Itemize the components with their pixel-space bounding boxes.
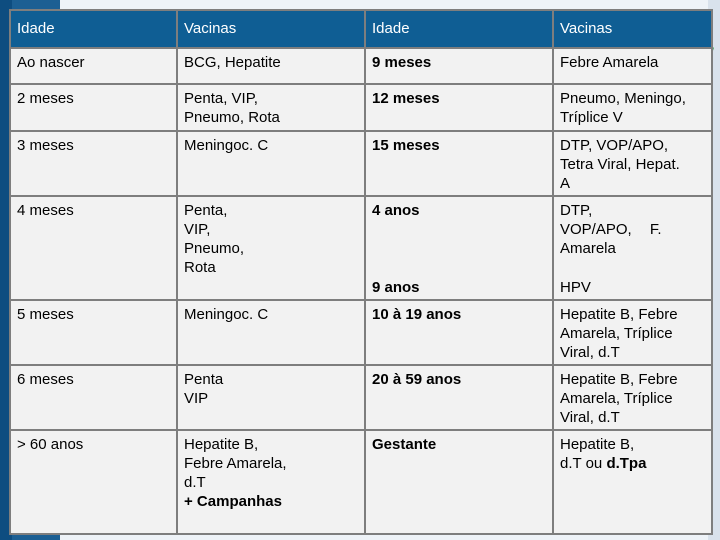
cell-idade-2: 12 meses [365,84,553,131]
table-row [10,48,712,84]
line: Amarela [560,240,616,257]
cell-idade-2: 10 à 19 anos [365,300,553,365]
cell-vacinas [177,84,365,131]
line: Pneumo, Meningo, [560,90,686,107]
header-idade-2: Idade [365,10,553,48]
line: Hepatite B, Febre [560,306,678,323]
vaccination-table [9,9,713,535]
line: Hepatite B, Febre [560,371,678,388]
line: DTP, VOP/APO, [560,137,669,154]
line: Penta, VIP, [184,90,258,107]
header-idade-1: Idade [10,10,177,48]
cell-vacinas-2 [553,365,712,430]
header-vacinas-2: Vacinas [553,10,712,48]
line: Viral, d.T [560,344,620,361]
table-row [10,430,712,534]
line: d.T [184,474,206,491]
line [560,454,705,473]
table-row [10,196,712,300]
cell-idade-2: 9 meses [365,48,553,84]
cell-vacinas: BCG, Hepatite [177,48,365,84]
table-header-row [10,10,712,48]
cell-vacinas-2: Febre Amarela [553,48,712,84]
line: DTP, [560,202,593,219]
line: Hepatite B, [560,436,635,453]
line: Pneumo, Rota [184,109,280,126]
line: VIP, [184,221,211,238]
cell-idade-2: Gestante [365,430,553,534]
cell-vacinas-2 [553,84,712,131]
cell-vacinas-2 [553,430,712,534]
cell-vacinas-2 [553,196,712,300]
cell-vacinas [177,365,365,430]
cell-idade-2: 15 meses [365,131,553,196]
cell-idade: > 60 anos [10,430,177,534]
table-row [10,300,712,365]
inline-text: VOP/APO, [560,221,632,238]
header-vacinas-1: Vacinas [177,10,365,48]
line: VIP [184,390,209,407]
table-row [10,131,712,196]
inline-text: d.T ou [560,455,603,472]
cell-idade: 3 meses [10,131,177,196]
line: HPV [560,279,591,296]
line: Febre Amarela, [184,455,287,472]
line: 9 anos [372,279,420,296]
line: Pneumo, [184,240,245,257]
line: Tríplice V [560,109,623,126]
table-row [10,365,712,430]
cell-idade: Ao nascer [10,48,177,84]
line [560,220,705,239]
cell-idade: 6 meses [10,365,177,430]
cell-idade-2: 20 à 59 anos [365,365,553,430]
cell-vacinas-2 [553,300,712,365]
line: A [560,175,571,192]
line: Tetra Viral, Hepat. [560,156,680,173]
inline-text: F. [649,221,662,238]
line: Viral, d.T [560,409,620,426]
line: Penta [184,371,224,388]
line: Hepatite B, [184,436,259,453]
cell-idade: 2 meses [10,84,177,131]
cell-vacinas: Meningoc. C [177,300,365,365]
cell-vacinas [177,196,365,300]
cell-vacinas: Meningoc. C [177,131,365,196]
cell-vacinas-2 [553,131,712,196]
line: Amarela, Tríplice [560,325,673,342]
line: Amarela, Tríplice [560,390,673,407]
line: Penta, [184,202,228,219]
line: 4 anos [372,202,420,219]
line: + Campanhas [184,493,282,510]
cell-vacinas [177,430,365,534]
line: Rota [184,259,216,276]
inline-text: d.Tpa [606,455,647,472]
cell-idade: 4 meses [10,196,177,300]
cell-idade: 5 meses [10,300,177,365]
table-row [10,84,712,131]
cell-idade-2 [365,196,553,300]
